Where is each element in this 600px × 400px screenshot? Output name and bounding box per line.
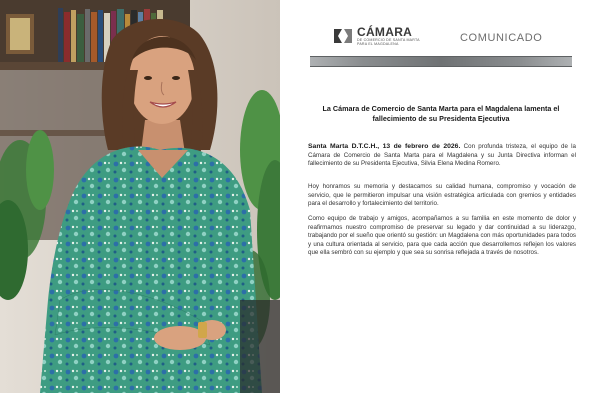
logo-subtitle-line2: PARA EL MAGDALENA — [357, 42, 399, 47]
header-banner — [310, 56, 572, 67]
watch — [198, 322, 207, 338]
press-release — [290, 0, 600, 400]
dateline: Santa Marta D.T.C.H., 13 de febrero de 2026. — [308, 143, 461, 150]
paragraph-3: Como equipo de trabajo y amigos, acompañamos a su familia en este momento de dolor y reafirmamos nuestro compromiso de preservar su legado y dar continuidad a su liderazgo, trabajando por el sueño que orientó su gestión: un Magdalena con más oportunidades para todos y una cultura orientada al servicio, para que cada acción que desarrollemos reflejen los valores que ella sembró con su ejemplo y que sea su sonrisa reflejada a través de nosotros. — [308, 215, 576, 256]
comunicado-label: COMUNICADO — [460, 32, 543, 44]
headline-line1: La Cámara de Comercio de Santa Marta para el Magdalena lamenta el — [322, 104, 560, 113]
chamber-logo — [332, 25, 422, 49]
paragraph-1-text: Con profunda tristeza, el equipo de la Cámara de Comercio de Santa Marta para el Magdalena y su Junta Directiva informan el fallecimiento de su Presidenta Ejecutiva, Silvia Elena Medina Romero. — [308, 143, 576, 167]
logo-subtitle — [357, 38, 420, 47]
paragraph-1 — [308, 143, 576, 169]
logo-subtitle-line1: DE COMERCIO DE SANTA MARTA — [357, 38, 420, 42]
headline-line2: fallecimiento de su Presidenta Ejecutiva — [372, 114, 510, 123]
logo-title: CÁMARA — [357, 25, 413, 39]
paragraph-2: Hoy honramos su memoria y destacamos su calidad humana, compromiso y vocación de servicio, que le permitieron impulsar una visión estratégica articulada con gremios y entidades para el desarrollo y fortalecimiento del territorio. — [308, 183, 576, 207]
portrait-photo — [0, 0, 280, 393]
chamber-logo-icon — [332, 27, 354, 45]
headline — [308, 104, 574, 124]
